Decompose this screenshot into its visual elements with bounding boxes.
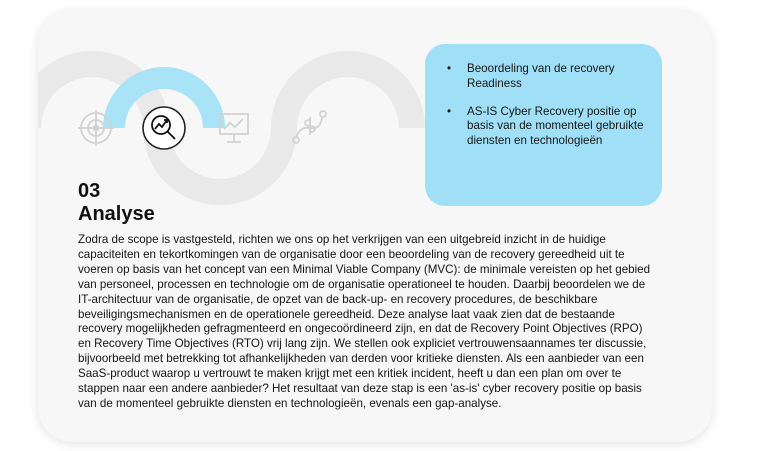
step-title: Analyse <box>78 203 155 225</box>
magnifier-chart-icon <box>143 107 185 149</box>
highlight-item <box>447 105 647 149</box>
highlight-item-text: AS-IS Cyber Recovery positie op basis van de momenteel gebruikte diensten en technologieën <box>467 104 644 148</box>
bullet: • <box>447 62 452 75</box>
step-number: 03 <box>78 180 101 202</box>
highlight-box <box>425 44 662 206</box>
highlight-item-text: Beoordeling van de recovery Readiness <box>467 62 615 90</box>
body-paragraph: Zodra de scope is vastgesteld, richten we ons op het verkrijgen van een uitgebreid inzicht in de huidige capaciteiten en tekortkomingen van de organisatie door een beoordeling van de recovery gereedheid uit te voeren op basis van het concept van een Minimal Viable Company (MVC): de minimale vereisten op het gebied van personeel, processen en technologie om de organisatie operationeel te houden. Daarbij beoordelen we de IT-architectuur van de organisatie, de opzet van de back-up- en recovery procedures, de beschikbare beveiligingsmechanismen en de operationele gereedheid. Deze analyse laat vaak zien dat de bestaande recovery mogelijkheden gefragmenteerd en ongecoördineerd zijn, en dat de Recovery Point Objectives (RPO) en Recovery Time Objectives (RTO) vrij lang zijn. We stellen ook expliciet vertrouwensaannames ter discussie, bijvoorbeeld met betrekking tot afhankelijkheden van derden voor kritieke diensten. Als een aanbieder van een SaaS-product waarop u vertrouwt te maken krijgt met een kritiek incident, heeft u dan een plan om over te stappen naar een andere aanbieder? Het resultaat van deze stap is een 'as-is' cyber recovery positie op basis van de momenteel gebruikte diensten en technologieën, evenals een gap-analyse. <box>78 233 651 410</box>
highlight-list <box>447 62 647 162</box>
bullet: • <box>447 104 452 118</box>
highlight-item <box>447 62 647 92</box>
content-card <box>38 10 712 442</box>
